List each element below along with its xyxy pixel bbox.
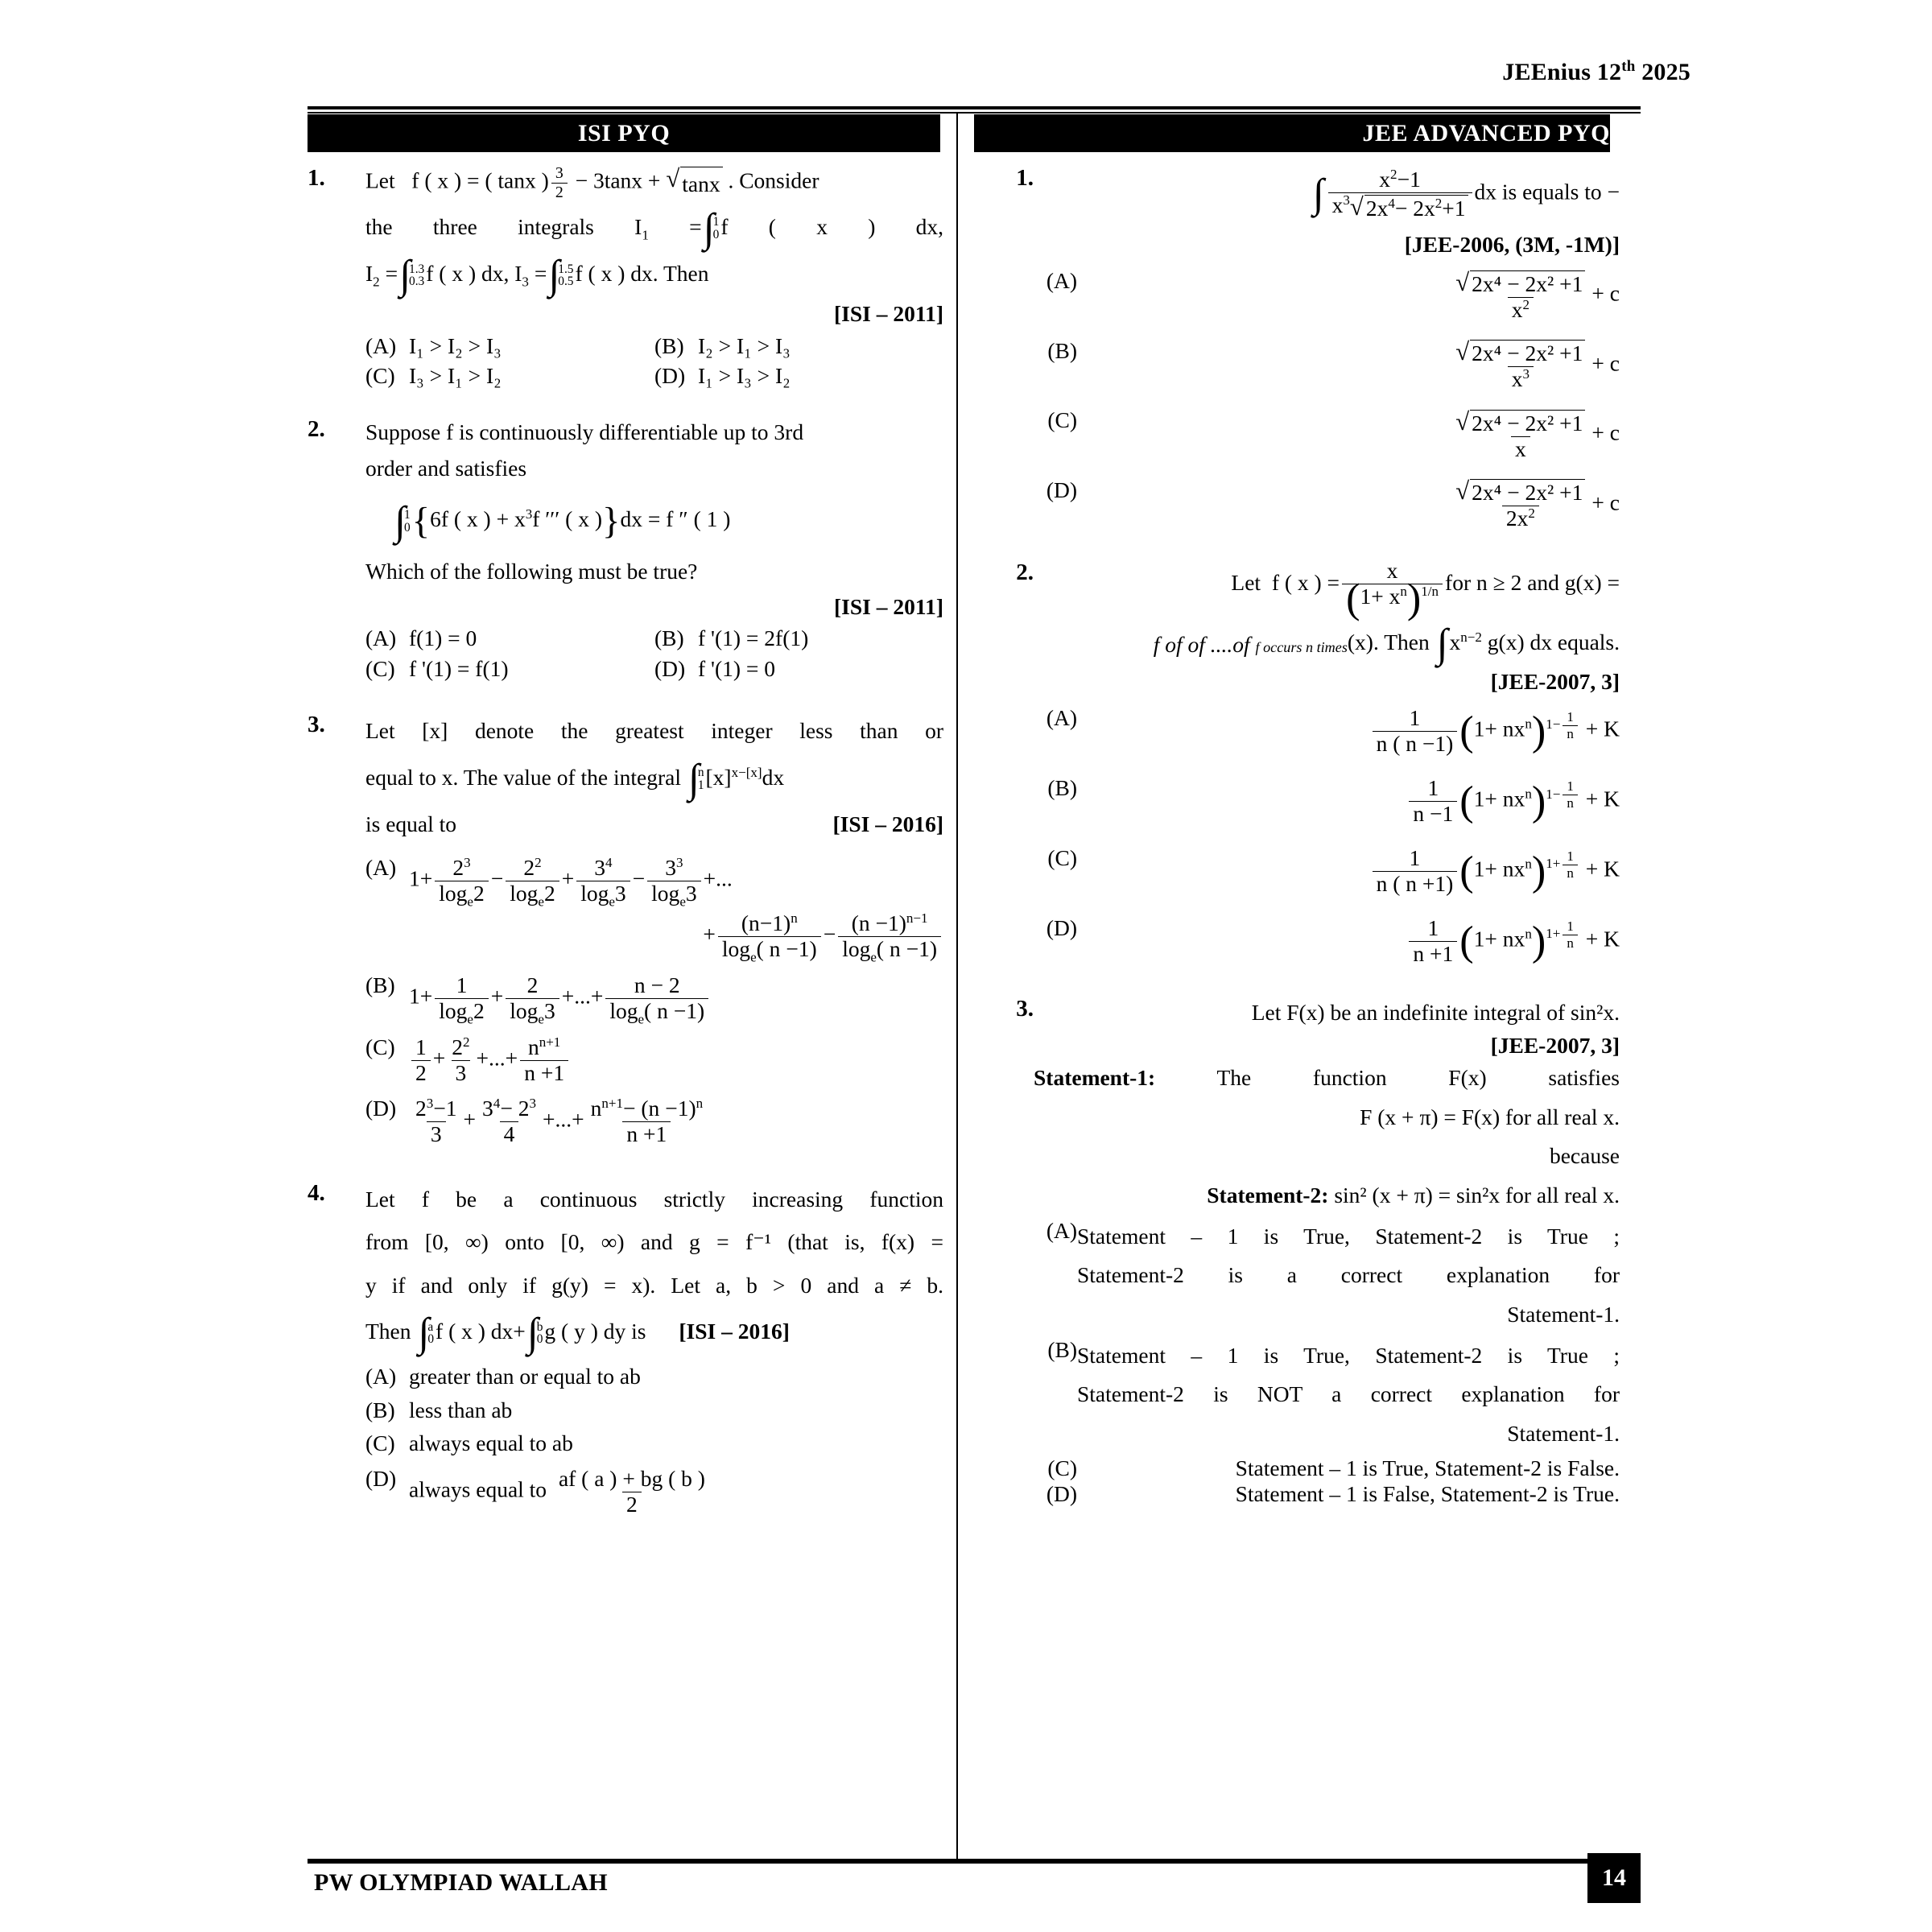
option-text: f '(1) = 0 [698,655,776,681]
option-label: (C) [1047,407,1077,432]
option-c[interactable] [1034,844,1620,896]
option-b[interactable] [654,627,943,650]
statement-2-label: Statement-2: [1207,1183,1329,1208]
options-right-1 [1034,270,1620,530]
option-a[interactable] [365,855,943,910]
q4-text-1: Let f be a continuous strictly increasing function [365,1187,943,1212]
q2-equation: ∫ 1 0 {6f ( x ) + $x^3f$ ′′′ ( x )}dx = f ″ ( 1 ) [394,498,731,544]
option-label: (A) [1046,1217,1077,1243]
option-text: f(1) = 0 [409,625,477,651]
q3-integral: ∫ n 1 $[x]^{x-[x]}dx$ [687,756,785,802]
option-label: (A) [365,855,397,881]
option-c[interactable] [1034,1457,1620,1480]
options-left-4 [365,1365,943,1516]
option-label: (C) [1047,844,1077,870]
q1-then: . Then [652,260,709,286]
option-text: I₁ > I₃ > I₂ [698,363,791,389]
option-label: (D) [1046,477,1077,502]
option-label: (D) [654,655,686,681]
source-tag: [ISI – 2011] [834,301,943,327]
option-text: $\frac{1}{n ( n -1)}$ $(1+ nx^n)^{1- \frac{1}{n}}$ + K [1077,707,1620,756]
option-text: less than ab [409,1397,513,1422]
option-b[interactable] [365,1399,943,1422]
q1-consider: . Consider [728,167,819,193]
option-label: (A) [1046,705,1077,731]
option-label: (D) [1046,1480,1077,1506]
q3-text-3: is equal to [365,811,457,837]
question-left-3 [308,712,943,1156]
section-header-jee: JEE ADVANCED PYQ [974,114,1610,152]
question-number: 3. [308,712,325,738]
option-a-continuation: + $\frac{(n-1)^n}{\log_e( n -1)}$ − $\frac{(n -1)^{n-1}}{\log_e( n -1)}$ [365,912,943,961]
option-a[interactable] [1034,270,1620,322]
running-head-year: 2025 [1641,59,1690,85]
left-column [308,165,943,1526]
q3-text-1: Let [x] denote the greatest integer less than or [365,718,943,744]
r2-definition: Let f ( x ) = $\frac{x}{(1+ x^n)^{1/n}}$ for n ≥ 2 and g(x) = [1231,558,1620,622]
q1-sqrt: √ tanx [666,167,722,199]
option-label: (B) [654,332,684,358]
option-text: I₃ > I₁ > I₂ [409,363,502,389]
r1-integral: ∫ $x^2-1$ $x^3$ √ $2x^4- 2x^2+1$ dx is equals to − [1312,166,1620,221]
options-left-3 [365,857,943,1146]
question-right-1 [976,165,1620,540]
option-text: √ 2x⁴ − 2x² +1 $x^2$ + c [1455,268,1620,322]
q2-text-2: order and satisfies [365,456,527,481]
option-c[interactable] [365,1036,943,1085]
option-label: (C) [365,1034,395,1059]
option-text: 1+ $\frac{2^3}{\log_e2}$ − $\frac{2^2}{\log_e2}$ + $\frac{3^4}{\log_e3}$ − $\frac{3^3}{\log_e3}$ +... [409,855,733,910]
option-label: (A) [365,625,397,651]
options-left-2 [365,627,943,679]
option-label: (B) [1047,1336,1077,1362]
option-text: √ 2x⁴ − 2x² +1 $x^3$ + c [1455,338,1620,392]
source-tag: [JEE-2007, 3] [1490,1032,1620,1058]
statement-1-label: Statement-1: [1034,1065,1156,1091]
option-text: f '(1) = 2f(1) [698,625,809,651]
option-text: I₂ > I₁ > I₃ [698,332,791,358]
r2-after-underbrace: (x). Then [1347,629,1430,654]
option-text: √ 2x⁴ − 2x² +1 $2x^2$ + c [1455,477,1620,531]
running-head-title: JEEnius 12 [1502,59,1622,85]
option-d-fraction: $\frac{af ( a ) + bg ( b )}{2}$ [558,1465,705,1517]
option-label: (B) [1047,775,1077,801]
option-label: (C) [365,1430,395,1456]
options-right-3 [1034,1217,1620,1506]
q4-then: Then [365,1319,411,1344]
question-left-2 [308,416,943,688]
option-text: always equal to $\frac{af ( a ) + bg ( b )}{2}$ [409,1468,943,1517]
option-label: (C) [365,655,395,681]
option-label: (B) [1047,337,1077,363]
running-head [1502,58,1690,86]
q1-three: three [432,213,477,239]
question-number: 1. [1016,165,1034,191]
option-text: 1+ $\frac{1}{\log_e2}$ + $\frac{2}{\log_e3}$ +...+ $\frac{n - 2}{\log_e( n -1)}$ [409,974,943,1023]
option-text: I₁ > I₂ > I₃ [409,332,502,358]
option-label: (A) [365,1364,397,1389]
option-c[interactable] [365,1432,943,1455]
top-rule [308,106,1641,114]
question-left-4 [308,1180,943,1526]
option-text: $\frac{1}{2}$ + $\frac{2^2}{3}$ +...+ $\frac{n^{n+1}}{n +1}$ [409,1036,943,1085]
q1-I3-expr: $I_3$ = ∫ 1.5 0.5 f ( x ) dx [514,253,653,299]
option-text: always equal to ab [409,1430,573,1456]
option-text: f '(1) = f(1) [409,655,509,681]
option-a[interactable] [1034,707,1620,756]
options-right-2 [1034,707,1620,965]
option-text: Statement – 1 is True, Statement-2 is True ; Statement-2 is a correct explanation for Statement-1. [1077,1223,1620,1327]
option-label: (B) [365,972,395,997]
source-tag: [JEE-2007, 3] [1490,668,1620,694]
option-d[interactable] [1034,479,1620,531]
footer-brand: PW OLYMPIAD WALLAH [314,1869,608,1896]
source-tag: [ISI – 2016] [832,811,943,837]
question-number: 2. [308,415,325,442]
column-divider [956,113,958,1861]
option-label: (D) [1046,914,1077,940]
option-b[interactable] [365,972,943,1027]
q1-integrals: integrals [518,213,594,239]
question-number: 1. [308,165,325,191]
page-number-badge: 14 [1587,1853,1641,1903]
option-b[interactable] [654,332,943,358]
option-a[interactable] [365,332,654,358]
q4-text-3: y if and only if g(y) = x). Let a, b > 0 and a ≠ b. [365,1272,943,1298]
option-label: (B) [365,1397,395,1422]
q1-fx: f ( x ) = ( tanx ) [411,167,549,193]
q1-I2-expr: $I_2$ = ∫ 1.3 0.3 f ( x ) dx, [365,253,510,299]
option-text: $\frac{1}{n ( n +1)}$ $(1+ nx^n)^{1+ \frac{1}{n}}$ + K [1077,847,1620,896]
source-tag: [JEE-2006, (3M, -1M)] [1404,231,1620,257]
option-d[interactable] [1034,1480,1620,1506]
option-b[interactable] [1034,1336,1620,1456]
q4-text-2: from [0, ∞) onto [0, ∞) and g = f⁻¹ (that is, f(x) = [365,1229,943,1255]
option-d[interactable] [654,655,943,681]
option-label: (D) [365,1096,397,1121]
r3-lead: Let F(x) be an indefinite integral of sin²x. [1251,1000,1620,1026]
option-text: Statement – 1 is True, Statement-2 is True ; Statement-2 is NOT a correct explanation for Statement-1. [1077,1342,1620,1446]
r2-underbrace: f of of ....of f occurs n times [1153,632,1348,658]
question-left-1 [308,165,943,395]
option-label: (B) [654,625,684,651]
option-text: √ 2x⁴ − 2x² +1 x + c [1455,407,1620,461]
bottom-rule [308,1859,1641,1864]
q1-minus-term: − 3tanx + [575,167,661,193]
because-connector: because [1549,1143,1620,1169]
option-text: Statement – 1 is False, Statement-2 is True. [1235,1480,1620,1506]
option-c[interactable] [365,655,654,681]
option-text: $\frac{1}{n -1}$ $(1+ nx^n)^{1- \frac{1}{n}}$ + K [1077,777,1620,826]
option-d[interactable] [654,365,943,387]
option-label: (D) [654,363,686,389]
option-label: (A) [365,332,397,358]
option-label: (A) [1046,268,1077,293]
q1-exponent: $\frac{3}{2}$ [551,165,568,201]
option-d[interactable] [365,1465,943,1517]
q2-text-3: Which of the following must be true? [365,559,698,584]
option-text: $\frac{2^3-1}{3}$ + $\frac{3^4- 2^3}{4}$ +...+ $\frac{n^{n+1}- (n -1)^n}{n +1}$ [415,1096,704,1147]
option-d[interactable] [1034,914,1620,966]
option-b[interactable] [1034,337,1620,392]
question-right-3 [976,996,1620,1514]
q1-I1-expr: $I_1$ = ∫ 1 0 f ( x ) dx, [634,205,944,251]
statement-2-text: sin² (x + π) = sin²x for all real x. [1334,1183,1620,1208]
statement-1-text: The function F(x) satisfies [1216,1065,1620,1091]
q4-is: is [631,1319,646,1344]
option-text: Statement – 1 is True, Statement-2 is False. [1235,1455,1620,1481]
option-a[interactable] [365,1365,943,1388]
option-c[interactable] [365,365,654,387]
statement-1-text-2: F (x + π) = F(x) for all real x. [1360,1104,1620,1129]
option-label: (C) [1047,1455,1077,1481]
option-label: (D) [365,1465,397,1491]
q4-integral-expression: ∫ a 0 f ( x ) dx+ ∫ b 0 g ( y ) dy [418,1311,626,1356]
option-label: (C) [365,363,395,389]
q1-the: the [365,213,393,239]
q3-text-2: equal to x. The value of the integral [365,764,681,790]
running-head-ordinal: th [1621,58,1636,75]
option-a[interactable] [365,627,654,650]
question-number: 3. [1016,996,1034,1022]
option-b[interactable] [1034,777,1620,826]
right-column [976,165,1620,1514]
option-d[interactable] [365,1097,943,1146]
source-tag: [ISI – 2011] [834,593,943,619]
r2-integral: ∫ $x^{n-2}$ g(x) dx equals. [1436,621,1620,667]
q2-text-1: Suppose f is continuously differentiable up to 3rd [365,419,804,444]
question-number: 2. [1016,559,1034,585]
q1-let: Let [365,167,395,193]
question-number: 4. [308,1180,325,1207]
option-text: $\frac{1}{n +1}$ $(1+ nx^n)^{1+ \frac{1}{n}}$ + K [1077,917,1620,966]
section-header-isi: ISI PYQ [308,114,940,152]
question-right-2 [976,559,1620,975]
source-tag: [ISI – 2016] [679,1319,790,1344]
option-text: greater than or equal to ab [409,1364,641,1389]
option-a[interactable] [1034,1217,1620,1337]
option-c[interactable] [1034,409,1620,461]
options-left-1 [365,332,943,389]
